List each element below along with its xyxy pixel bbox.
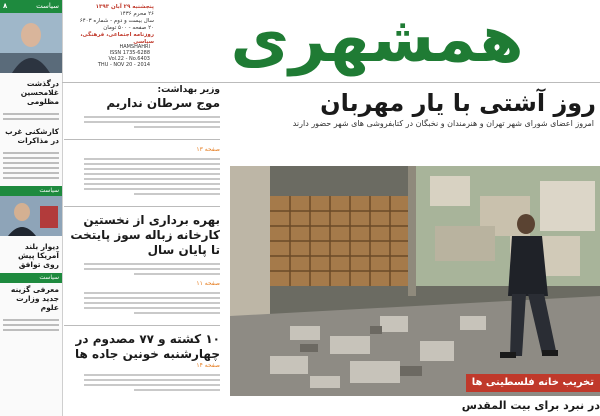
sidebar bbox=[0, 0, 63, 416]
photo-caption-highlight: تخریب خانه فلسطینی ها bbox=[466, 374, 600, 392]
story3-page-tag: صفحه ۱۴ bbox=[196, 362, 220, 369]
paper-tagline: روزنامه اجتماعی، فرهنگی، سیاسی bbox=[80, 32, 154, 45]
issn-date: THU - NOV 20 - 2014 bbox=[97, 62, 150, 68]
story2-body bbox=[64, 258, 220, 280]
sidebar-badge-politics-2: سیاست bbox=[0, 273, 62, 283]
divider bbox=[64, 139, 220, 140]
sidebar-story4-title[interactable]: معرفی گزینه جدید وزارت علوم bbox=[10, 285, 59, 312]
sidebar-story2-kicker[interactable]: کارشکنی غرب در مذاکرات bbox=[5, 127, 59, 145]
date-weekday: پنجشنبه ۲۹ آبان ۱۳۹۳ bbox=[95, 4, 154, 10]
sidebar-speaker-photo bbox=[0, 196, 62, 236]
sidebar-story1-title[interactable]: درگذشت غلامحسین مظلومی bbox=[20, 79, 59, 106]
sidebar-story2-body bbox=[0, 147, 62, 184]
story2-page-tag: صفحه ۱۱ bbox=[196, 280, 220, 287]
story1-headline[interactable]: موج سرطان نداریم bbox=[106, 96, 220, 110]
sidebar-portrait-photo bbox=[0, 13, 62, 73]
sidebar-story3-title[interactable]: دیوار بلند آمریکا پیش روی توافق bbox=[18, 242, 59, 269]
sidebar-header-label: سیاست bbox=[36, 2, 59, 10]
main-headline[interactable]: روز آشتی با یار مهربان bbox=[320, 89, 596, 117]
sidebar-story4-body bbox=[0, 314, 62, 336]
photo-caption: در نبرد برای بیت المقدس bbox=[230, 396, 600, 416]
main-news-photo bbox=[230, 166, 600, 396]
story1-page-tag: صفحه ۱۳ bbox=[196, 146, 220, 153]
logo-text: همشهری bbox=[230, 3, 524, 77]
issn-name: HAMSHAHRI bbox=[119, 44, 150, 50]
masthead bbox=[62, 0, 600, 83]
sidebar-header-number: ۸ bbox=[3, 2, 8, 10]
issn-volume: Vol.22 - No.6403 bbox=[108, 56, 150, 62]
middle-column bbox=[64, 84, 220, 416]
sidebar-story1-body bbox=[0, 108, 62, 125]
story2-body-2 bbox=[64, 287, 220, 319]
main-column bbox=[226, 84, 600, 416]
issn-code: ISSN 1735-6288 bbox=[109, 50, 150, 56]
story2-headline[interactable]: بهره برداری از نخستین کارخانه زباله سوز پایتخت تا پایان سال bbox=[70, 213, 220, 257]
date-hijri: ۲۶ محرم ۱۴۳۶ bbox=[119, 11, 154, 17]
main-subhead: امروز اعضای شورای شهر تهران و هنرمندان و نخبگان در کتابفروشی های شهر حضور دارند bbox=[292, 119, 594, 128]
newspaper-logo[interactable] bbox=[158, 2, 596, 78]
issn-box bbox=[88, 44, 150, 76]
story1-kicker: وزیر بهداشت: bbox=[157, 85, 220, 95]
story3-headline[interactable]: ۱۰ کشته و ۷۷ مصدوم در چهارشنبه خونین جاده ها bbox=[75, 332, 220, 361]
issue-date-box bbox=[68, 4, 154, 44]
issue-number: سال بیست و دوم - شماره ۶۴۰۳ bbox=[79, 18, 154, 24]
divider bbox=[64, 325, 220, 326]
story1-body-2 bbox=[64, 153, 220, 200]
sidebar-header bbox=[0, 0, 62, 13]
divider bbox=[64, 206, 220, 207]
story3-body bbox=[64, 369, 220, 396]
story1-body bbox=[64, 111, 220, 133]
page-count-price: ۲۰ صفحه - ۵۰۰ تومان bbox=[103, 25, 154, 31]
sidebar-badge-politics: سیاست bbox=[0, 186, 62, 196]
